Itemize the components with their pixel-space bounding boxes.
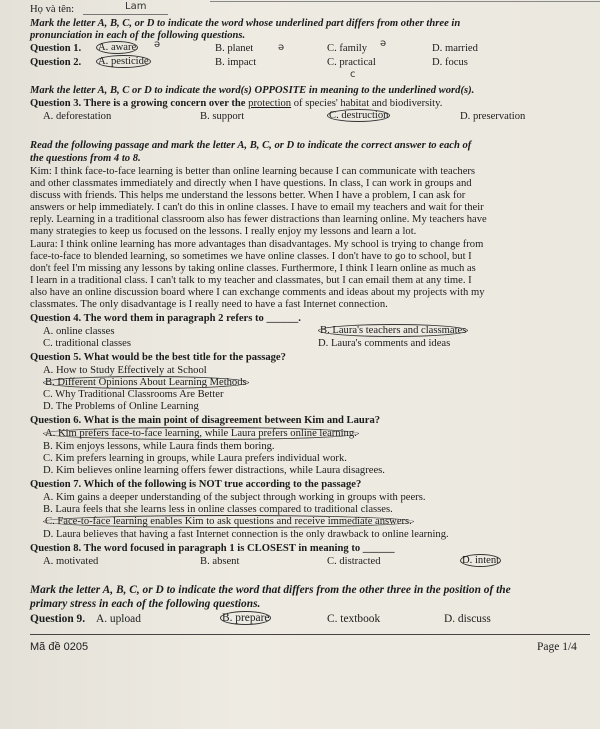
q9-option-d[interactable]: D. discuss [444,613,491,625]
q2-mark: c [350,69,356,80]
passage-p2-line-3: don't feel I'm missing any lessons by taking online classes. Furthermore, I think I learn online as much as [30,263,476,274]
q5-option-a[interactable]: A. How to Study Effectively at School [43,365,207,376]
q8-option-a[interactable]: A. motivated [43,556,99,567]
passage-p1-line-4: answers or help immediately. I can't do this in online classes. I have to email my teachers and wait for their [30,202,484,213]
q2-option-d[interactable]: D. focus [432,57,468,68]
sec1-instruction-1: Mark the letter A, B, C, or D to indicate the word whose underlined part differs from other three in [30,18,461,29]
q1-option-c[interactable]: C. family [327,43,368,54]
passage-p2-line-6: classmates. The only disadvantage is I really need to have a fast Internet connection. [30,299,388,310]
q3-c-text: C. destruction [329,110,389,121]
q5-stem: Question 5. What would be the best title for the passage? [30,352,286,363]
q3-option-a[interactable]: A. deforestation [43,111,112,122]
q6-option-a[interactable] [43,428,359,441]
q7-option-d[interactable]: D. Laura believes that having a fast Internet connection is the only drawback to online learning. [43,529,449,540]
q7-option-c[interactable] [43,516,414,529]
footer-rule [30,634,590,635]
q1-mark-2: ə [278,42,285,53]
q9-option-b[interactable] [220,612,271,625]
q1-mark-3: ə [380,38,387,49]
q4-stem-text: Question 4. The word them in paragraph 2 refers to [30,313,264,324]
q3-underlined: protection [248,98,292,109]
q2-option-b[interactable]: B. impact [215,57,257,68]
q5-option-d[interactable]: D. The Problems of Online Learning [43,401,199,412]
sec2-instruction: Mark the letter A, B, C or D to indicate the word(s) OPPOSITE in meaning to the underlined word(s). [30,85,475,96]
sec3-instruction-2: the questions from 4 to 8. [30,153,141,164]
sec1-instruction-2: pronunciation in each of the following questions. [30,30,246,41]
q1-mark-1: ə [154,39,161,50]
q1-option-a[interactable] [96,42,138,55]
q9-label: Question 9. [30,613,86,625]
page-number: Page 1/4 [537,641,577,653]
q9-b-text: B. prepare [222,612,270,624]
q3-post: of species' habitat and biodiversity. [291,98,443,109]
q6-option-d[interactable]: D. Kim believes online learning offers fewer distractions, while Laura disagrees. [43,465,385,476]
q5-b-text: B. Different Opinions About Learning Methods [45,377,247,388]
q3-stem [30,98,442,111]
q8-option-d[interactable] [460,555,501,568]
q1-label: Question 1. [30,43,82,54]
sec4-instruction-2: primary stress in each of the following questions. [30,598,261,610]
passage-p1-line-3: discuss with friends. This helps me understand the lessons better. When I have a problem, I can ask for [30,190,466,201]
q4-option-b[interactable] [318,325,468,338]
q1-a-text: A. aware [98,42,137,53]
passage-p2-line-4: I learn in a traditional class. I can't talk to my teacher and classmates, but I can email them at any time. I [30,275,472,286]
q4-option-a[interactable]: A. online classes [43,326,115,337]
q8-stem-text: Question 8. The word focused in paragraph 1 is CLOSEST in meaning to [30,543,361,554]
sec4-instruction-1: Mark the letter A, B, C, or D to indicate the word that differs from the other three in the position of the [30,584,511,596]
q4-b-text: B. Laura's teachers and classmates [320,325,467,336]
q9-option-c[interactable]: C. textbook [327,613,381,625]
q8-option-b[interactable]: B. absent [200,556,240,567]
handwritten-name: Lam [125,1,147,12]
name-line [83,14,168,15]
q1-option-b[interactable]: B. planet [215,43,254,54]
passage-p2-line-1: Laura: I think online learning has more advantages than disadvantages. My school is trying to change from [30,239,484,250]
q6-option-b[interactable]: B. Kim enjoys lessons, while Laura finds them boring. [43,441,275,452]
top-rule [210,1,600,2]
q2-option-c[interactable]: C. practical [327,57,376,68]
q8-option-c[interactable]: C. distracted [327,556,381,567]
q3-option-c[interactable] [327,110,390,123]
q3-option-d[interactable]: D. preservation [460,111,526,122]
passage-p1-line-1: Kim: I think face-to-face learning is better than online learning because I can communicate with teachers [30,166,476,177]
q2-option-a[interactable] [96,56,151,69]
q6-stem: Question 6. What is the main point of disagreement between Kim and Laura? [30,415,381,426]
exam-code: Mã đề 0205 [30,641,89,653]
q1-option-d[interactable]: D. married [432,43,478,54]
passage-p1-line-2: and other classmates immediately and directly when I have questions. In class, I can work in groups and [30,178,472,189]
sec3-instruction-1: Read the following passage and mark the letter A, B, C, or D to indicate the correct answer to each of [30,140,472,151]
q4-stem [30,313,301,326]
q5-option-c[interactable]: C. Why Traditional Classrooms Are Better [43,389,224,400]
passage-p1-line-5: reply. Learning in a traditional classroom also has fewer distractions than learning online. My teachers have [30,214,487,225]
q2-a-text: A. pesticide [98,56,149,67]
passage-p2-line-2: face-to-face to blended learning, so sometimes we have online classes. I don't have to go to school, but I [30,251,472,262]
q7-option-a[interactable]: A. Kim gains a deeper understanding of the subject through working in groups with peers. [43,492,426,503]
q3-option-b[interactable]: B. support [200,111,245,122]
name-label: Họ và tên: [30,4,75,15]
q4-option-c[interactable]: C. traditional classes [43,338,131,349]
q7-option-b[interactable]: B. Laura feels that she learns less in online classes compared to traditional classes. [43,504,393,515]
passage-p1-line-6: many strategies to keep us focused on the lessons. I really enjoy my lessons and learn a lot. [30,226,417,237]
passage-p2-line-5: also have an online discussion board where I can exchange comments and ideas about my projects with my [30,287,485,298]
q8-d-text: D. intent [462,555,500,566]
q4-blank: ______. [266,313,301,324]
q7-stem: Question 7. Which of the following is NOT true according to the passage? [30,479,362,490]
q4-option-d[interactable]: D. Laura's comments and ideas [318,338,451,349]
q5-option-b[interactable] [43,377,249,390]
q6-a-text: A. Kim prefers face-to-face learning, while Laura prefers online learning. [45,428,357,439]
q9-option-a[interactable]: A. upload [96,613,141,625]
q6-option-c[interactable]: C. Kim prefers learning in groups, while Laura prefers individual work. [43,453,347,464]
q8-stem [30,543,395,556]
q7-c-text: C. Face-to-face learning enables Kim to ask questions and receive immediate answers. [45,516,412,527]
q2-label: Question 2. [30,57,82,68]
q3-pre: Question 3. There is a growing concern over the [30,98,249,109]
q8-blank: ______ [362,543,395,554]
